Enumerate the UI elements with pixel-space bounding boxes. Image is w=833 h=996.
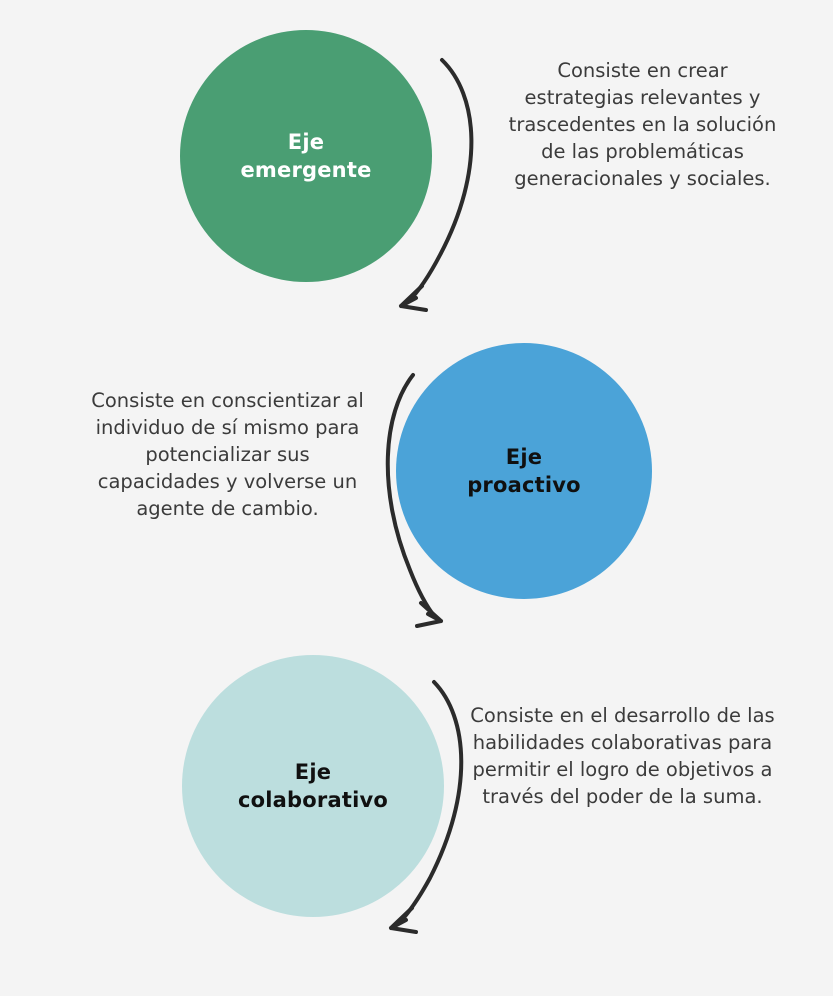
node-eje-proactivo-label-line1: Eje	[505, 444, 543, 469]
node-eje-colaborativo-label-line1: Eje	[294, 759, 332, 784]
node-eje-proactivo-label-line2: proactivo	[467, 473, 581, 497]
description-eje-emergente: Consiste en crear estrategias relevantes y trascedentes en la solución de las problemáticas generacionales y sociales.	[508, 59, 777, 190]
node-eje-emergente-label	[222, 128, 389, 185]
node-eje-proactivo[interactable]	[396, 343, 652, 599]
node-eje-colaborativo-label-line2: colaborativo	[238, 788, 388, 812]
node-eje-emergente-label-line2: emergente	[240, 158, 372, 182]
node-eje-emergente-label-line1: Eje	[287, 129, 325, 154]
description-eje-proactivo: Consiste en conscientizar al individuo de sí mismo para potencializar sus capacidades y volverse un agente de cambio.	[91, 389, 364, 520]
node-eje-colaborativo[interactable]	[182, 655, 444, 917]
node-eje-colaborativo-label	[220, 758, 406, 815]
description-eje-colaborativo: Consiste en el desarrollo de las habilidades colaborativas para permitir el logro de objetivos a través del poder de la suma.	[470, 704, 775, 808]
node-eje-proactivo-label	[449, 443, 599, 500]
node-eje-emergente[interactable]	[180, 30, 432, 282]
